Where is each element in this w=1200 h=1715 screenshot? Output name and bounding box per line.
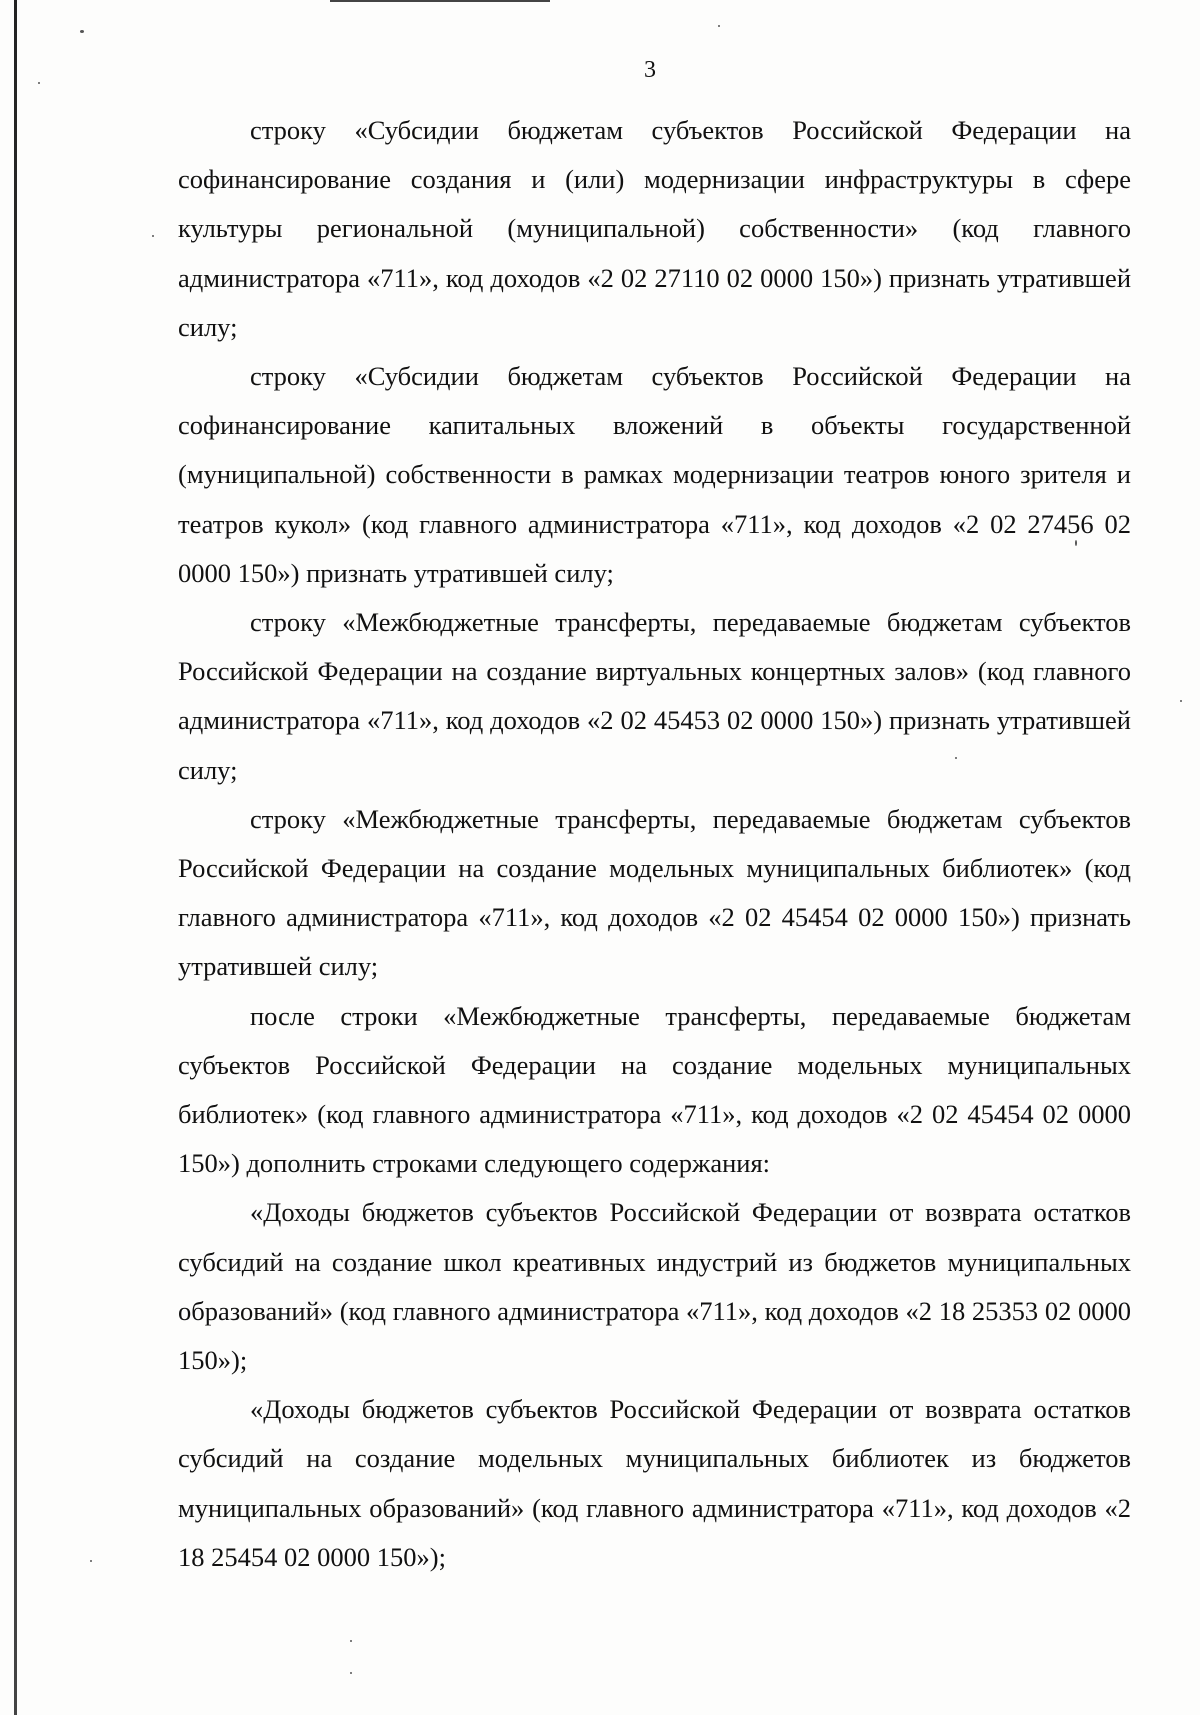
document-body	[178, 106, 1131, 1582]
scan-top-rule	[330, 0, 550, 2]
paragraph: строку «Межбюджетные трансферты, передаваемые бюджетам субъектов Российской Федерации на создание виртуальных концертных залов» (код главного администратора «711», код доходов «2 02 45453 02 0000 150») признать утратившей силу;	[178, 607, 1131, 785]
scan-speck	[80, 30, 84, 33]
scan-speck	[718, 25, 720, 27]
scan-left-edge	[14, 0, 17, 1715]
paragraph: после строки «Межбюджетные трансферты, передаваемые бюджетам субъектов Российской Федерации на создание модельных муниципальных библиотек» (код главного администратора «711», код доходов «2 02 45454 02 0000 150») дополнить строками следующего содержания:	[178, 1000, 1131, 1179]
scan-speck	[152, 235, 154, 237]
scan-speck	[350, 1672, 352, 1674]
scan-speck	[90, 1560, 92, 1562]
paragraph: строку «Субсидии бюджетам субъектов Российской Федерации на софинансирование создания и (или) модернизации инфраструктуры в сфере культуры региональной (муниципальной) собственности» (код главного администратора «711», код доходов «2 02 27110 02 0000 150») признать утратившей силу;	[178, 115, 1131, 342]
paragraph: «Доходы бюджетов субъектов Российской Федерации от возврата остатков субсидий на создание модельных муниципальных библиотек из бюджетов муниципальных образований» (код главного администратора «711», код доходов «2 18 25454 02 0000 150»);	[178, 1394, 1131, 1572]
paragraph: строку «Межбюджетные трансферты, передаваемые бюджетам субъектов Российской Федерации на создание модельных муниципальных библиотек» (код главного администратора «711», код доходов «2 02 45454 02 0000 150») признать утратившей силу;	[178, 803, 1131, 982]
paragraph: «Доходы бюджетов субъектов Российской Федерации от возврата остатков субсидий на создание школ креативных индустрий из бюджетов муниципальных образований» (код главного администратора «711», код доходов «2 18 25353 02 0000 150»);	[178, 1197, 1131, 1376]
paragraph: строку «Субсидии бюджетам субъектов Российской Федерации на софинансирование капитальных вложений в объекты государственной (муниципальной) собственности в рамках модернизации театров юного зрителя и театров кукол» (код главного администратора «711», код доходов «2 02 27456 02 0000 150») признать утратившей силу;	[178, 361, 1131, 588]
page-number: 3	[644, 57, 656, 83]
scan-speck	[1180, 700, 1182, 702]
scan-speck	[350, 1640, 352, 1642]
